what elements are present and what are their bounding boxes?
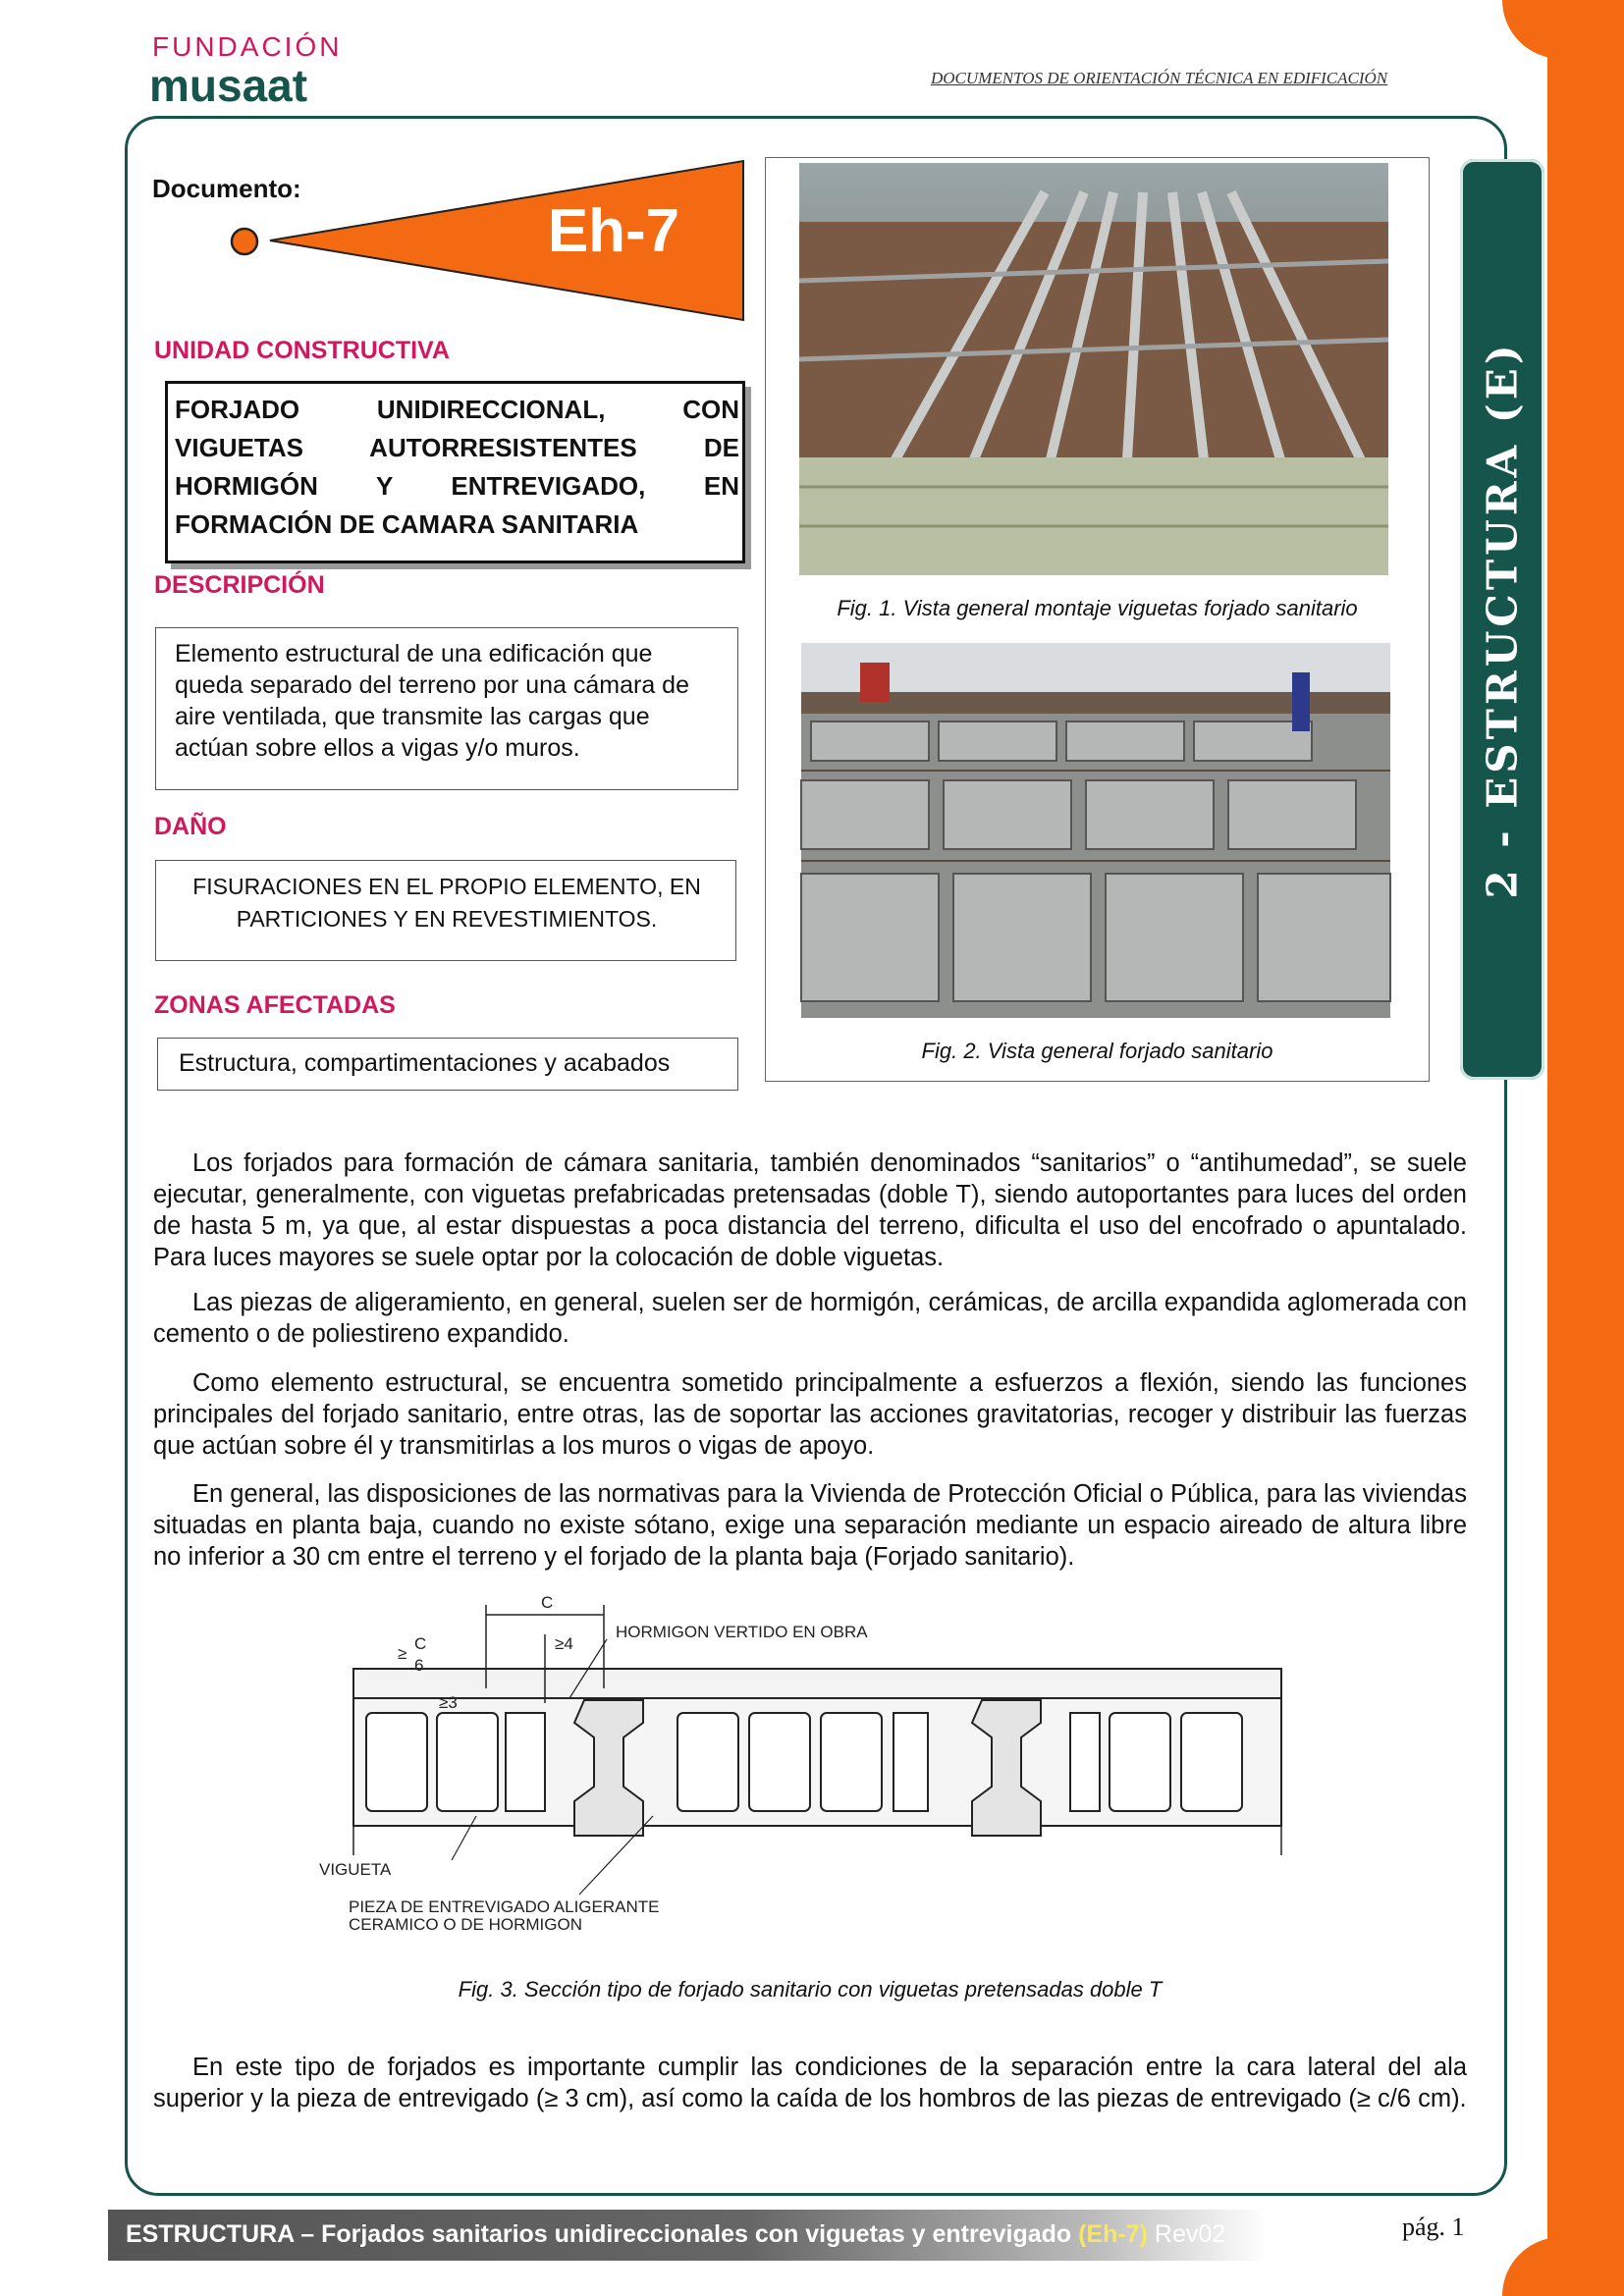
dano-title: DAÑO bbox=[154, 813, 227, 840]
descripcion-title: DESCRIPCIÓN bbox=[154, 571, 325, 599]
dim-ge4-label: ≥4 bbox=[555, 1634, 573, 1653]
orange-corner-bottom bbox=[1502, 2237, 1561, 2296]
unidad-title: UNIDAD CONSTRUCTIVA bbox=[154, 337, 450, 364]
dim-ge3-label: ≥3 bbox=[439, 1693, 458, 1712]
footer-code: (Eh-7) bbox=[1078, 2220, 1148, 2248]
page-number: pág. 1 bbox=[1402, 2213, 1465, 2241]
label-vigueta: VIGUETA bbox=[319, 1860, 392, 1879]
descripcion-text: Elemento estructural de una edificación que queda separado del terreno por una cámara de aire ventilada, que transmite las cargas que actúan sobre ellos a vigas y/o muros. bbox=[175, 640, 689, 762]
orange-side-band bbox=[1547, 0, 1624, 2296]
paragraph: En este tipo de forjados es importante cumplir las condiciones de la separación entre la cara lateral del ala superior y la pieza de entrevigado (≥ 3 cm), así como la caída de los hombros de las piezas de entrevigado (≥ c/6 cm). bbox=[153, 2054, 1467, 2112]
section-tab-label: 2 - ESTRUCTURA (E) bbox=[1478, 340, 1527, 899]
paragraph: Los forjados para formación de cámara sanitaria, también denominados “sanitarios” o “antihumedad”, se suele ejecutar, generalmente, con viguetas prefabricadas pretensadas (doble T), siendo autoportantes para luces del orden de hasta 5 m, ya que, al estar dispuestas a poca distancia del terreno, dificulta el uso del encofrado o apuntalado. Para luces mayores se suele optar por la colocación de doble viguetas. bbox=[153, 1149, 1467, 1271]
paragraph: Como elemento estructural, se encuentra sometido principalmente a esfuerzos a flexión, siendo las funciones principales del forjado sanitario, entre otras, las de soportar las acciones gravitatorias, recoger y distribuir las fuerzas que actúan sobre él y transmitirlas a los muros o vigas de apoyo. bbox=[153, 1369, 1467, 1460]
footer-title bbox=[126, 2220, 1225, 2249]
dim-c-label: C bbox=[541, 1593, 554, 1612]
document-label: Documento: bbox=[152, 174, 301, 203]
unidad-text bbox=[175, 391, 739, 544]
fig2-caption: Fig. 2. Vista general forjado sanitario bbox=[921, 1039, 1273, 1063]
photo-montaje-viguetas bbox=[799, 163, 1388, 575]
document-series-title: DOCUMENTOS DE ORIENTACIÓN TÉCNICA EN EDIFICACIÓN bbox=[931, 69, 1388, 87]
footer-title-prefix: ESTRUCTURA – Forjados sanitarios unidireccionales con viguetas y entrevigado bbox=[126, 2220, 1079, 2248]
footer-revision: Rev02 bbox=[1147, 2220, 1226, 2248]
logo-foundation-label: FUNDACIÓN bbox=[152, 31, 343, 62]
dano-text: FISURACIONES EN EL PROPIO ELEMENTO, EN PARTICIONES Y EN REVESTIMIENTOS. bbox=[192, 874, 701, 932]
document-code: Eh-7 bbox=[547, 197, 680, 265]
unidad-line: VIGUETAS AUTORRESISTENTES DE bbox=[175, 433, 739, 462]
paragraph: Las piezas de aligeramiento, en general, suelen ser de hormigón, cerámicas, de arcilla expandida aglomerada con cemento o de poliestireno expandido. bbox=[153, 1289, 1467, 1348]
label-pieza-entrevigado-2: CERAMICO O DE HORMIGON bbox=[349, 1915, 583, 1934]
unidad-line: FORMACIÓN DE CAMARA SANITARIA bbox=[175, 509, 639, 539]
label-pieza-entrevigado-1: PIEZA DE ENTREVIGADO ALIGERANTE bbox=[349, 1897, 660, 1916]
dim-c6-bottom: 6 bbox=[414, 1656, 424, 1675]
logo-musaat: musaat bbox=[149, 60, 308, 111]
paragraph: En general, las disposiciones de las normativas para la Vivienda de Protección Oficial o Pública, para las viviendas situadas en planta baja, cuando no existe sótano, exige una separación mediante un espacio aireado de altura libre no inferior a 30 cm entre el terreno y el forjado de la planta baja (Forjado sanitario). bbox=[153, 1480, 1467, 1571]
unidad-line: FORJADO UNIDIRECCIONAL, CON bbox=[175, 395, 739, 424]
fig1-caption: Fig. 1. Vista general montaje viguetas forjado sanitario bbox=[837, 596, 1358, 620]
unidad-line: HORMIGÓN Y ENTREVIGADO, EN bbox=[175, 471, 739, 501]
dim-ge-c6-sign: ≥ bbox=[398, 1644, 407, 1663]
zonas-text: Estructura, compartimentaciones y acabados bbox=[179, 1049, 671, 1077]
section-tab-label-wrap bbox=[1460, 159, 1544, 1080]
dim-c6-top: C bbox=[414, 1634, 427, 1653]
label-hormigon-vertido: HORMIGON VERTIDO EN OBRA bbox=[616, 1623, 868, 1641]
fig3-caption: Fig. 3. Sección tipo de forjado sanitario con viguetas pretensadas doble T bbox=[458, 1977, 1163, 2002]
photo-forjado-sanitario bbox=[801, 643, 1390, 1018]
zonas-title: ZONAS AFECTADAS bbox=[154, 991, 396, 1019]
forjado-section-diagram bbox=[319, 1590, 1291, 1944]
orange-corner-top bbox=[1502, 0, 1561, 59]
